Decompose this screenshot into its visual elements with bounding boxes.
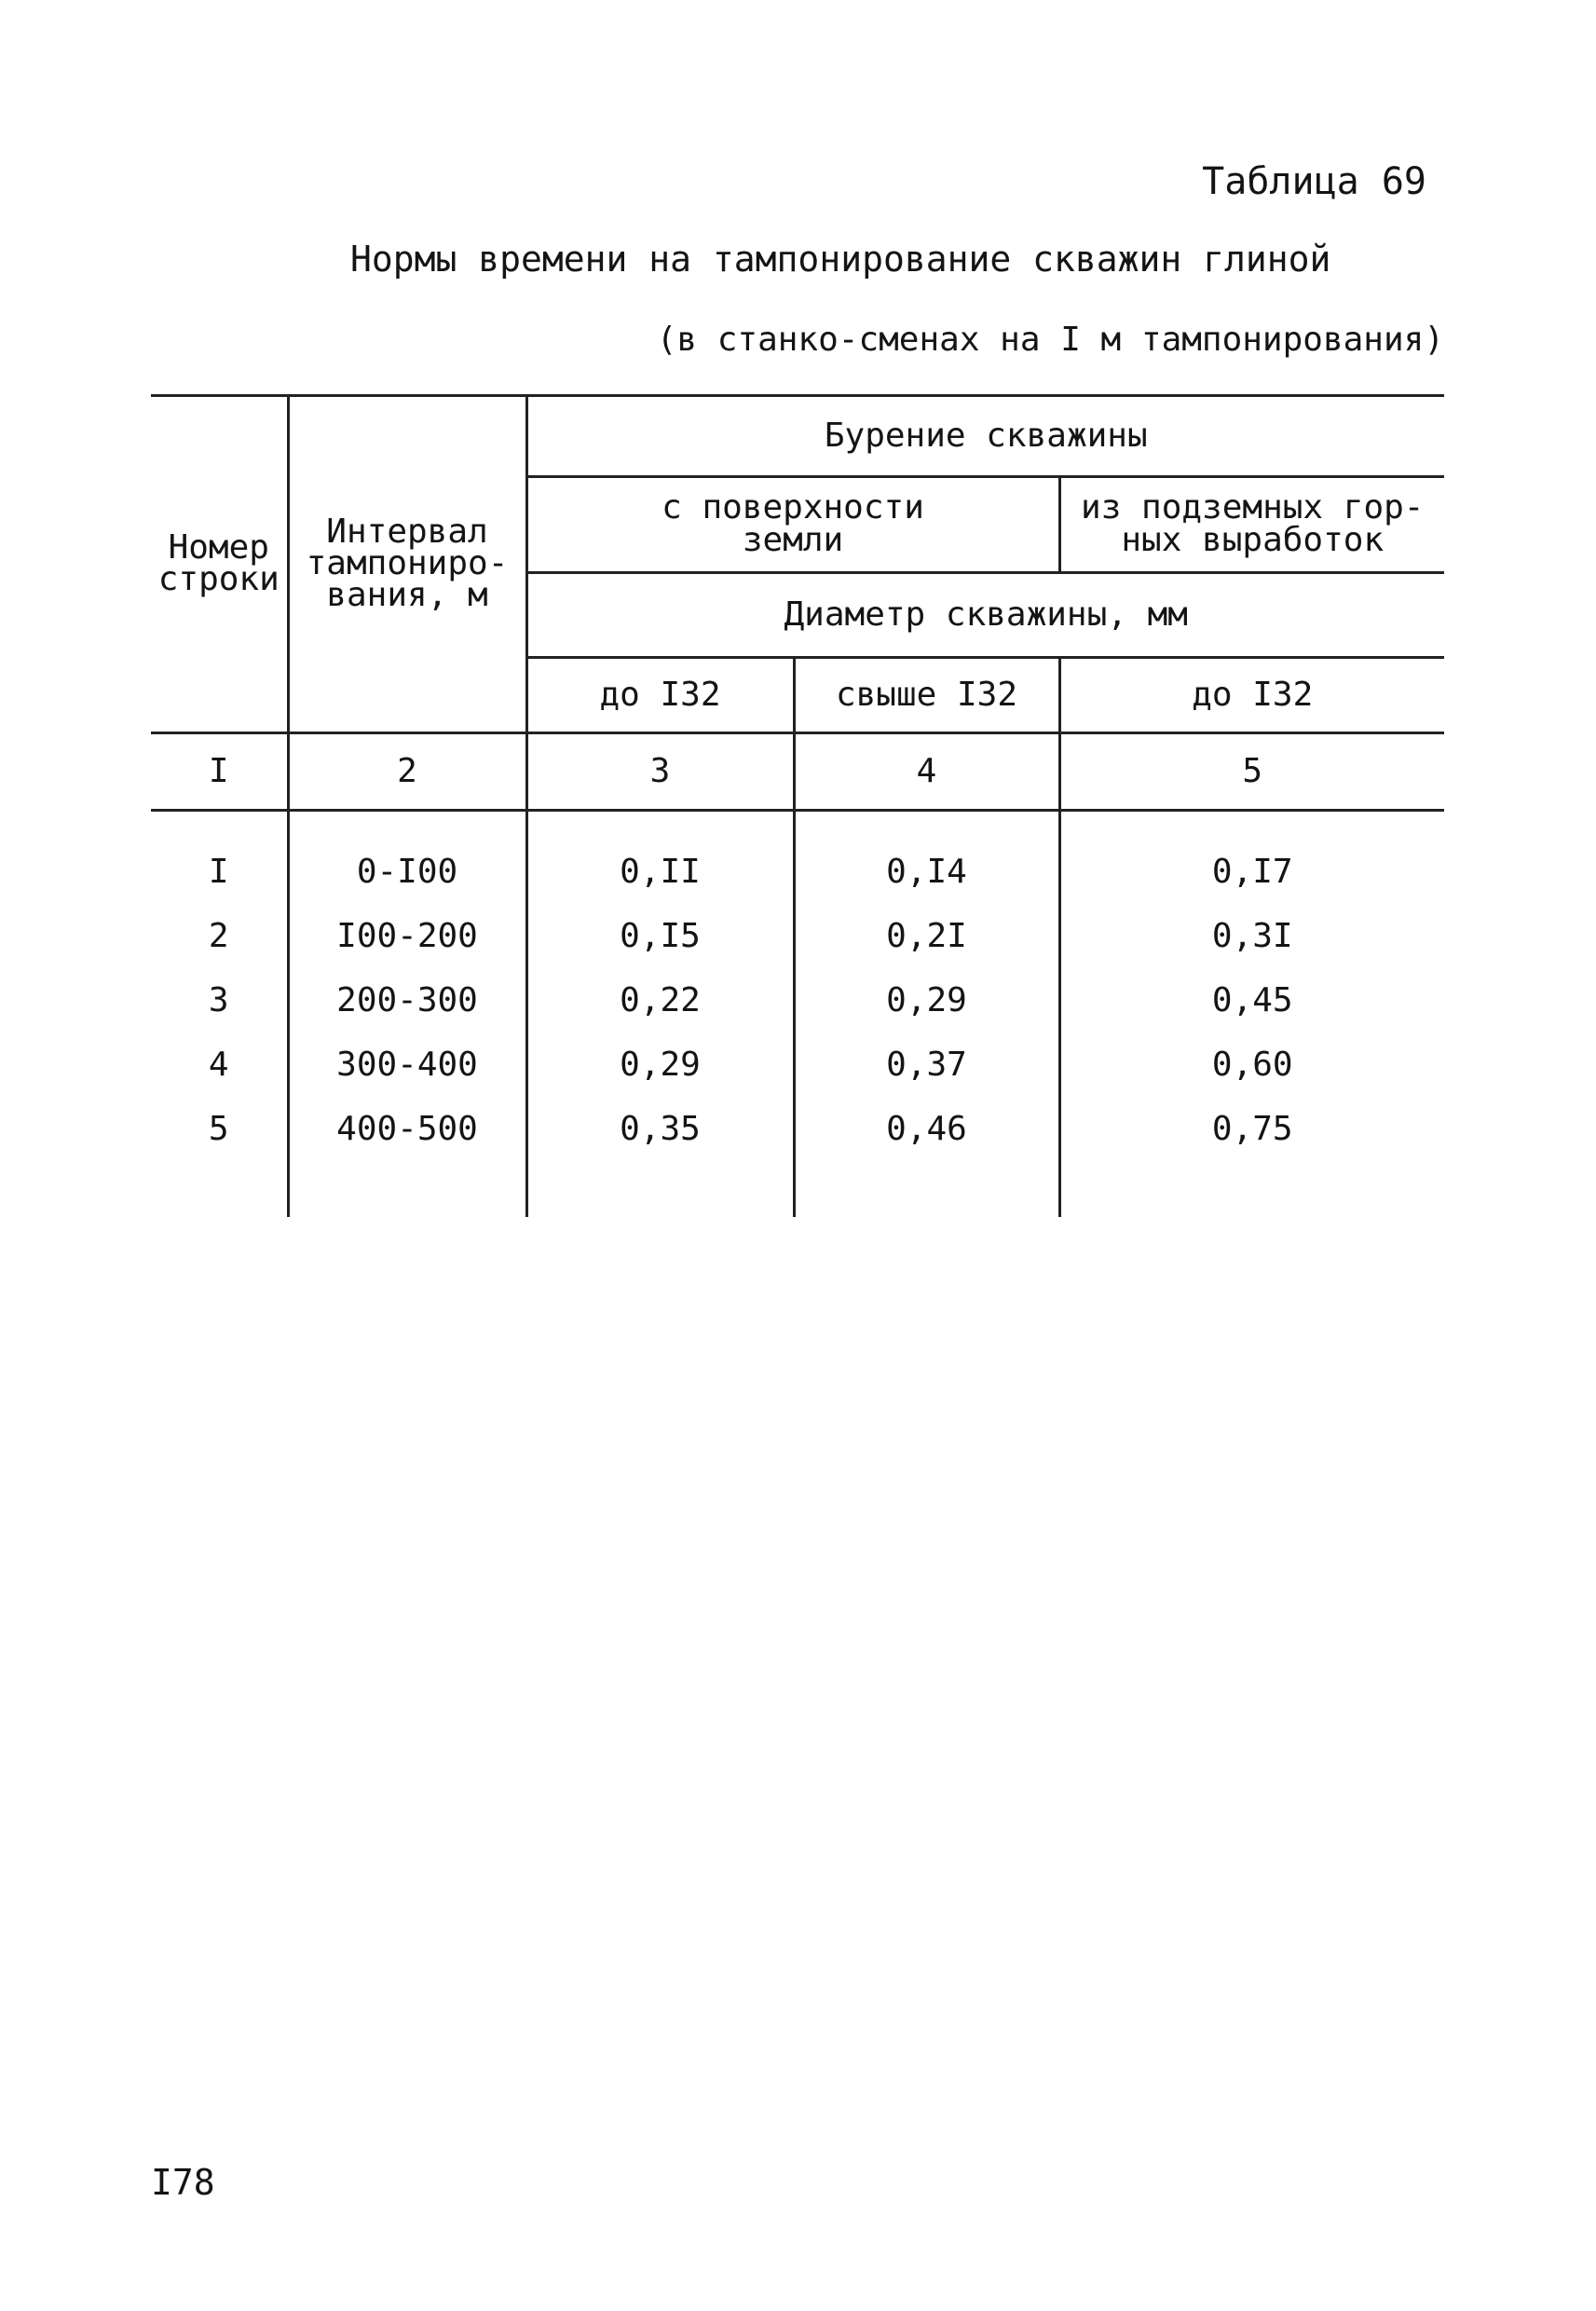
page-number: I78: [151, 2162, 215, 2203]
column-number: 5: [1059, 733, 1444, 811]
value-cell-col5: 0,75: [1211, 1109, 1293, 1148]
column-number: 2: [288, 733, 526, 811]
table-row: [151, 1032, 1444, 1097]
value-cell-col4: 0,I4: [794, 811, 1059, 905]
tail-cell: [288, 1161, 526, 1217]
header-col5: до I32: [1059, 658, 1444, 733]
table-row: [151, 904, 1444, 968]
tail-cell: [1059, 1161, 1444, 1217]
table-row: [151, 811, 1444, 905]
interval-cell: 0-I00: [288, 811, 526, 905]
value-cell-col3: 0,35: [526, 1097, 794, 1161]
interval-cell: 200-300: [288, 968, 526, 1032]
norms-table: [151, 394, 1444, 1217]
norms-table-container: [151, 394, 1444, 1217]
value-cell-col5: 0,60: [1211, 1045, 1293, 1084]
column-number: 4: [794, 733, 1059, 811]
value-cell-col5: 0,I7: [1211, 852, 1293, 891]
header-drilling: Бурение скважины: [526, 396, 1444, 477]
column-number: 3: [526, 733, 794, 811]
value-cell-col3: 0,22: [526, 968, 794, 1032]
value-cell-col4: 0,29: [794, 968, 1059, 1032]
value-cell-col4: 0,2I: [794, 904, 1059, 968]
column-number: I: [151, 733, 288, 811]
header-diameter: Диаметр скважины, мм: [526, 573, 1444, 658]
header-from-underground: из подземных гор-ных выработок: [1059, 477, 1444, 573]
row-number-cell: 3: [151, 968, 288, 1032]
value-cell-col4: 0,37: [794, 1032, 1059, 1097]
header-row-number: Номер строки: [151, 396, 288, 733]
document-subtitle: (в станко-сменах на I м тампонирования): [656, 321, 1444, 359]
header-interval: Интервал тампониро-вания, м: [288, 396, 526, 733]
tail-cell: [794, 1161, 1059, 1217]
value-cell-col5: 0,45: [1211, 980, 1293, 1019]
value-cell-col5: 0,3I: [1211, 916, 1293, 955]
column-numbers-row: [151, 733, 1444, 811]
row-number-cell: 5: [151, 1097, 288, 1161]
tail-cell: [526, 1161, 794, 1217]
header-from-surface: с поверхности земли: [526, 477, 1059, 573]
row-number-cell: I: [151, 811, 288, 905]
header-col3: до I32: [526, 658, 794, 733]
table-row: [151, 968, 1444, 1032]
interval-cell: 300-400: [288, 1032, 526, 1097]
table-row: [151, 1097, 1444, 1161]
tail-cell: [151, 1161, 288, 1217]
interval-cell: I00-200: [288, 904, 526, 968]
value-cell-col3: 0,II: [526, 811, 794, 905]
header-col4: свыше I32: [794, 658, 1059, 733]
value-cell-col3: 0,I5: [526, 904, 794, 968]
value-cell-col4: 0,46: [794, 1097, 1059, 1161]
table-label: Таблица 69: [1202, 160, 1426, 203]
table-tail-row: [151, 1161, 1444, 1217]
value-cell-col3: 0,29: [526, 1032, 794, 1097]
row-number-cell: 4: [151, 1032, 288, 1097]
header-row-1: [151, 396, 1444, 477]
document-title: Нормы времени на тампонирование скважин глиной: [350, 239, 1331, 280]
row-number-cell: 2: [151, 904, 288, 968]
interval-cell: 400-500: [288, 1097, 526, 1161]
